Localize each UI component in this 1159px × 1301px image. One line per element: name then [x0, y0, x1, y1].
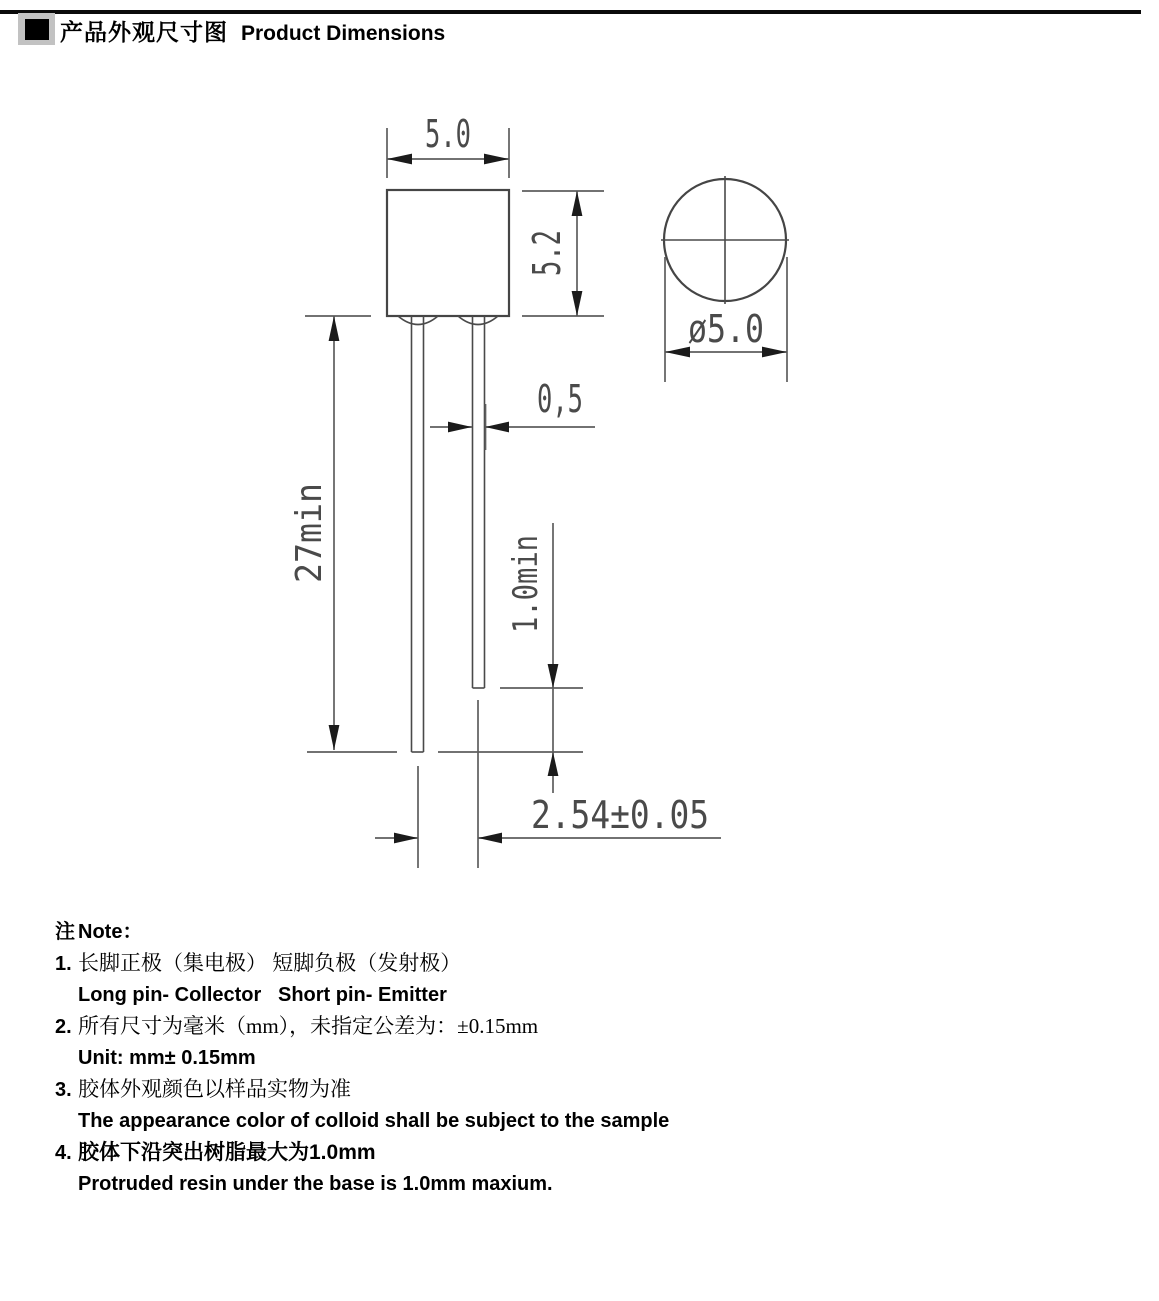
dim-lens-diameter — [665, 257, 787, 382]
note-2-en-line — [55, 1043, 855, 1074]
note-3-en-line — [55, 1106, 855, 1137]
note-text-cn: 胶体下沿突出树脂最大为1.0mm — [78, 1141, 376, 1164]
note-3-cn-line — [55, 1074, 855, 1106]
top-view-lens — [661, 176, 789, 304]
front-view-short-lead — [473, 316, 485, 688]
note-item — [55, 1074, 855, 1137]
note-number: 3. — [55, 1079, 72, 1101]
note-4-en-line — [55, 1169, 855, 1200]
note-text-cn: 所有尺寸为毫米（mm），未指定公差为：±0.15mm — [78, 1014, 539, 1038]
notes-section — [55, 917, 855, 1200]
note-item — [55, 1137, 855, 1200]
note-text-cn: 长脚正极（集电极） 短脚负极（发射极） — [78, 951, 462, 975]
notes-header — [55, 917, 855, 948]
section-title-en: Product Dimensions — [241, 22, 446, 45]
dim-label-lens-diameter: ø5.0 — [688, 307, 764, 351]
note-text-en: Long pin- Collector Short pin- Emitter — [78, 984, 447, 1006]
dim-lead-pitch — [375, 700, 721, 868]
dim-label-lead-pitch: 2.54±0.05 — [531, 793, 709, 837]
dim-body-width — [387, 112, 509, 178]
note-text-en: The appearance color of colloid shall be subject to the sample — [78, 1110, 670, 1132]
front-view-body — [387, 190, 509, 325]
notes-label-cn: 注 — [55, 921, 75, 943]
dim-body-height — [522, 191, 604, 316]
note-item — [55, 948, 855, 1011]
front-view-long-lead — [412, 316, 424, 752]
note-1-cn-line — [55, 948, 855, 980]
note-4-cn-line — [55, 1137, 855, 1169]
dim-label-lead-length-diff: 1.0min — [506, 510, 546, 633]
notes-label-en: Note： — [78, 921, 143, 943]
dim-label-body-height: 5.2 — [525, 207, 569, 276]
note-text-en: Unit: mm± 0.15mm — [78, 1047, 256, 1069]
dim-label-long-lead: 27min — [289, 474, 330, 583]
note-text-cn: 胶体外观颜色以样品实物为准 — [78, 1077, 351, 1101]
dim-lead-width — [430, 377, 595, 450]
dim-label-lead-width: 0,5 — [537, 377, 583, 421]
note-text-en: Protruded resin under the base is 1.0mm maxium. — [78, 1173, 553, 1195]
dim-label-body-width: 5.0 — [425, 112, 471, 156]
note-2-cn-line — [55, 1011, 855, 1043]
note-number: 4. — [55, 1142, 72, 1164]
section-title-cn: 产品外观尺寸图 — [60, 19, 228, 45]
note-number: 2. — [55, 1016, 72, 1038]
note-number: 1. — [55, 953, 72, 975]
note-item — [55, 1011, 855, 1074]
note-1-en-line — [55, 980, 855, 1011]
